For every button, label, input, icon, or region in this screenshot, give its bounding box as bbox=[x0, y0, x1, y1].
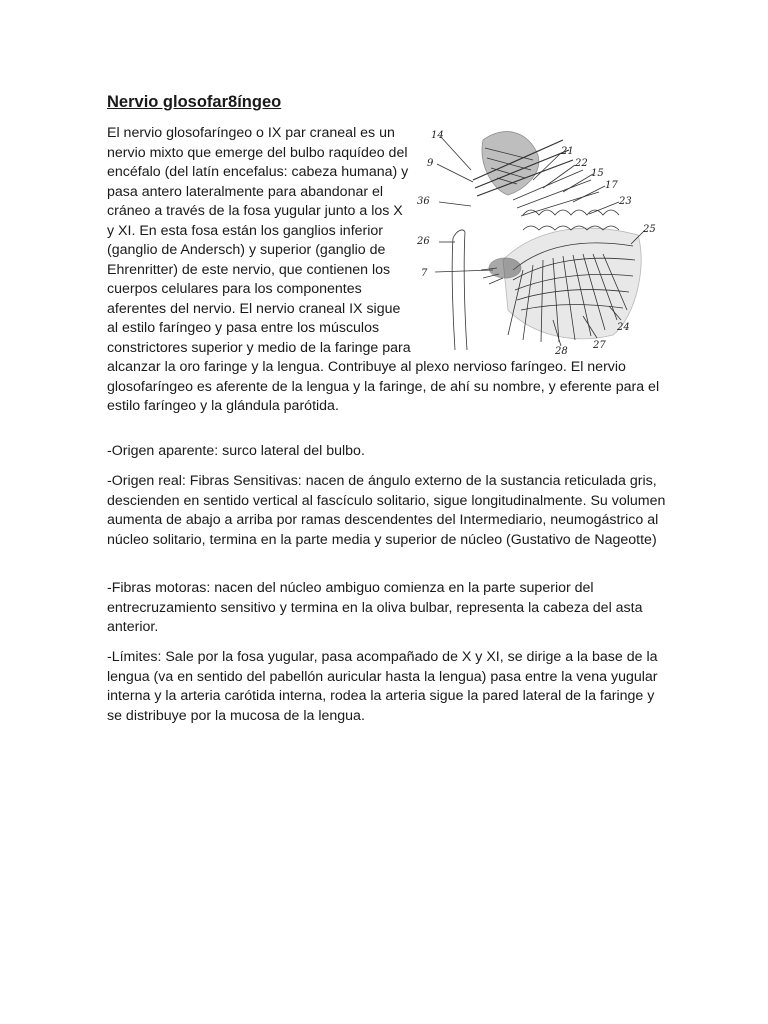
figure-label-17: 17 bbox=[605, 180, 618, 191]
document-title: Nervio glosofar8íngeo bbox=[107, 93, 282, 111]
figure-label-9: 9 bbox=[427, 158, 434, 169]
figure-label-26: 26 bbox=[417, 236, 430, 247]
figure-label-22: 22 bbox=[575, 158, 588, 169]
origen-real-paragraph: -Origen real: Fibras Sensitivas: nacen de ángulo externo de la sustancia reticulada gris, descienden en sentido vertical al fascículo solitario, sigue longitudinalmente. Su volumen aumenta de abajo a arriba por ramas descendentes del Intermediario, neumogástrico al núcleo solitario, termina en la parte media y superior de núcleo (Gustativo de Nageotte) bbox=[107, 473, 666, 548]
anatomical-illustration bbox=[413, 120, 661, 358]
figure-label-7: 7 bbox=[421, 268, 428, 279]
figure-label-36: 36 bbox=[417, 196, 430, 207]
figure-label-14: 14 bbox=[431, 130, 444, 141]
fibras-motoras-paragraph: -Fibras motoras: nacen del núcleo ambiguo comienza en la parte superior del entrecruzamiento sensitivo y termina en la oliva bulbar, representa la cabeza del asta anterior. bbox=[107, 580, 643, 635]
figure-label-24: 24 bbox=[617, 322, 630, 333]
figure-label-21: 21 bbox=[561, 146, 574, 157]
origen-aparente-paragraph: -Origen aparente: surco lateral del bulbo. bbox=[107, 443, 365, 459]
figure-label-27: 27 bbox=[593, 340, 606, 351]
figure-label-15: 15 bbox=[591, 168, 604, 179]
intro-paragraph: El nervio glosofaríngeo o IX par craneal es un nervio mixto que emerge del bulbo raquídeo del encéfalo (del latín encefalus: cabeza humana) y pasa antero lateralmente para abandonar el cráneo a través de la fosa yugular junto a los X y XI. En esta fosa están los ganglios inferior (ganglio de Andersch) y superior (ganglio de Ehrenritter) de este nervio, que contienen los cuerpos celulares para los componentes aferentes del nervio. El nervio craneal IX sigue al estilo faríngeo y pasa entre los músculos constrictores superior y medio de la faringe para alcanzar la oro faringe y la lengua. Contribuye al plexo nervioso faríngeo. El nervio glosofaríngeo es aferente de la lengua y la faringe, de ahí su nombre, y eferente para el estilo faríngeo y la glándula parótida. bbox=[107, 125, 660, 414]
figure-label-28: 28 bbox=[555, 346, 568, 357]
figure-label-25: 25 bbox=[643, 224, 656, 235]
limites-paragraph: -Límites: Sale por la fosa yugular, pasa acompañado de X y XI, se dirige a la base de la lengua (va en sentido del pabellón auricular hasta la lengua) pasa entre la vena yugular interna y la arteria carótida interna, rodea la arteria sigue la pared lateral de la faringe y se distribuye por la mucosa de la lengua. bbox=[107, 649, 658, 724]
figure-label-23: 23 bbox=[619, 196, 632, 207]
